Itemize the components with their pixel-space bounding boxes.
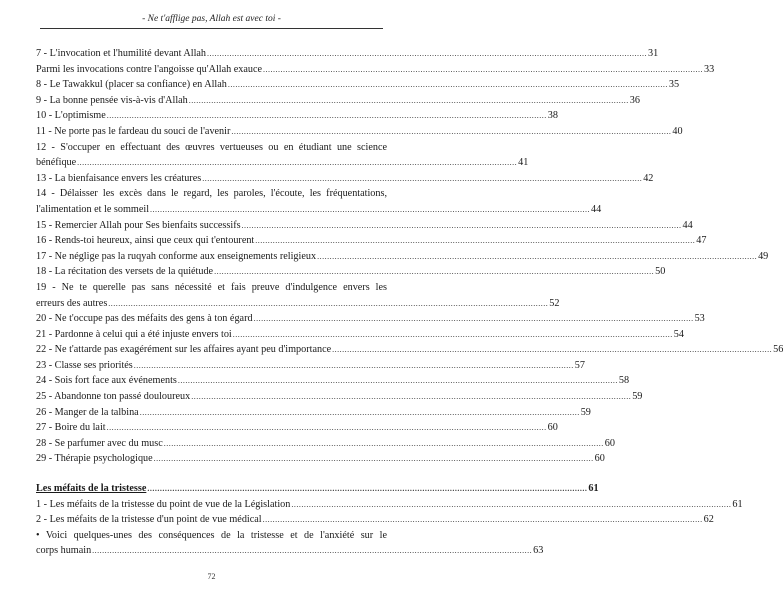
toc-entry[interactable]	[36, 264, 666, 280]
toc-entry-page: 59	[580, 406, 591, 418]
page-number: 72	[207, 572, 216, 581]
toc-entry[interactable]	[36, 171, 654, 187]
toc-entry-title: corps humain	[36, 545, 92, 557]
toc-entry[interactable]	[36, 528, 544, 559]
toc-entry[interactable]	[36, 405, 591, 421]
toc-entry-page: 63	[533, 545, 544, 557]
toc-entry-title: 20 - Ne t'occupe pas des méfaits des gens à ton égard	[36, 313, 253, 325]
toc-entry-title-line1: 12 - S'occuper en effectuant des œuvres vertueuses ou en étudiant une science	[36, 141, 387, 153]
section-entries	[36, 497, 743, 559]
leader-dots	[254, 311, 694, 327]
table-of-contents	[36, 46, 783, 559]
toc-entry-page: 44	[591, 203, 602, 215]
running-header: - Ne t'afflige pas, Allah est avec toi -	[142, 14, 281, 24]
toc-entry-title: 28 - Se parfumer avec du musc	[36, 437, 163, 449]
toc-entry-page: 47	[696, 235, 707, 247]
toc-entry[interactable]	[36, 124, 683, 140]
leader-dots	[140, 405, 580, 421]
toc-entry[interactable]	[36, 77, 680, 93]
section-heading[interactable]	[36, 481, 599, 497]
toc-entry-page: 60	[594, 453, 605, 465]
leader-dots	[164, 436, 604, 452]
toc-entry-title: 22 - Ne t'attarde pas exagérément sur les affaires ayant peu d'importance	[36, 344, 332, 356]
leader-dots	[154, 451, 594, 467]
leader-dots	[191, 389, 631, 405]
toc-entry-page: 58	[618, 375, 630, 387]
toc-entry-page: 52	[549, 297, 560, 309]
toc-entry-title: Parmi les invocations contre l'angoisse qu'Allah exauce	[36, 63, 263, 75]
toc-entry-page: 38	[547, 110, 558, 122]
leader-dots	[107, 108, 547, 124]
toc-entry-title: 16 - Rends-toi heureux, ainsi que ceux qui t'entourent	[36, 235, 255, 247]
leader-dots	[242, 218, 682, 234]
leader-dots	[228, 77, 668, 93]
toc-entry-title: 24 - Sois fort face aux événements	[36, 375, 177, 387]
leader-dots	[189, 93, 629, 109]
toc-entry-title: 21 - Pardonne à celui qui a été injuste envers toi	[36, 328, 232, 340]
toc-entry-title: 26 - Manger de la talbina	[36, 406, 139, 418]
toc-entry-title: erreurs des autres	[36, 297, 108, 309]
toc-entry-page: 42	[643, 172, 654, 184]
toc-entry[interactable]	[36, 186, 602, 217]
leader-dots	[255, 233, 695, 249]
toc-entry-title: 8 - Le Tawakkul (placer sa confiance) en Allah	[36, 79, 227, 91]
toc-entry-page: 49	[758, 250, 769, 262]
toc-entry[interactable]	[36, 512, 714, 528]
leader-dots	[263, 62, 703, 78]
toc-entry-page: 54	[673, 328, 684, 340]
toc-entry-title: 11 - Ne porte pas le fardeau du souci de l'avenir	[36, 125, 231, 137]
toc-entry[interactable]	[36, 62, 715, 78]
leader-dots	[92, 543, 532, 559]
leader-dots	[263, 512, 703, 528]
leader-dots	[108, 296, 548, 312]
toc-entry-title: 23 - Classe ses priorités	[36, 359, 133, 371]
section-page: 61	[588, 483, 599, 495]
toc-entry[interactable]	[36, 327, 684, 343]
toc-entry-page: 62	[703, 514, 714, 526]
toc-entry[interactable]	[36, 373, 630, 389]
toc-entry[interactable]	[36, 342, 783, 358]
toc-entry-title: 1 - Les méfaits de la tristesse du point de vue de la Législation	[36, 498, 291, 510]
leader-dots	[107, 420, 547, 436]
toc-entry-page: 59	[632, 391, 643, 403]
toc-entry-page: 60	[604, 437, 615, 449]
leader-dots	[214, 264, 654, 280]
toc-entry-title-line1: • Voici quelques-unes des conséquences de la tristesse et de l'anxiété sur le	[36, 529, 387, 541]
toc-entry[interactable]	[36, 280, 560, 311]
toc-entry-title-line1: 19 - Ne te querelle pas sans nécessité et fais preuve d'indulgence envers les	[36, 281, 387, 293]
leader-dots	[233, 327, 673, 343]
toc-entry[interactable]	[36, 46, 659, 62]
leader-dots	[317, 249, 757, 265]
toc-entry[interactable]	[36, 311, 705, 327]
toc-entry[interactable]	[36, 93, 640, 109]
toc-entry-page: 44	[682, 219, 693, 231]
toc-entry[interactable]	[36, 140, 529, 171]
leader-dots	[150, 202, 590, 218]
toc-entry[interactable]	[36, 389, 643, 405]
toc-entry-title: 17 - Ne néglige pas la ruqyah conforme aux enseignements religieux	[36, 250, 317, 262]
toc-entry-title: bénéfique	[36, 157, 77, 169]
toc-entry-title: 7 - L'invocation et l'humilité devant Allah	[36, 48, 207, 59]
toc-entry-page: 57	[574, 359, 585, 371]
toc-entry-page: 33	[704, 63, 715, 75]
toc-entry-title: 27 - Boire du lait	[36, 422, 106, 434]
toc-entry-page: 61	[732, 498, 743, 510]
toc-entry-page: 40	[672, 125, 683, 137]
toc-entry[interactable]	[36, 451, 605, 467]
toc-entry-title: l'alimentation et le sommeil	[36, 203, 150, 215]
leader-dots	[147, 481, 587, 497]
leader-dots	[178, 373, 618, 389]
toc-entry-title: 15 - Remercier Allah pour Ses bienfaits successifs	[36, 219, 241, 231]
toc-entry-page: 36	[629, 94, 640, 106]
toc-entry-title: 25 - Abandonne ton passé douloureux	[36, 391, 191, 403]
leader-dots	[207, 46, 647, 62]
leader-dots	[134, 358, 574, 374]
leader-dots	[332, 342, 772, 358]
section-title: Les méfaits de la tristesse	[36, 483, 147, 495]
toc-entries	[36, 46, 783, 467]
toc-entry[interactable]	[36, 233, 707, 249]
toc-entry[interactable]	[36, 497, 743, 513]
toc-entry[interactable]	[36, 420, 558, 436]
toc-entry-page: 50	[655, 266, 666, 278]
toc-entry-title: 10 - L'optimisme	[36, 110, 106, 122]
toc-entry-page: 60	[547, 422, 558, 434]
toc-entry-title: 18 - La récitation des versets de la quiétude	[36, 266, 214, 278]
toc-entry-page: 56	[773, 344, 783, 356]
header-rule	[40, 28, 383, 29]
leader-dots	[202, 171, 642, 187]
toc-entry[interactable]	[36, 218, 693, 234]
toc-entry-title: 2 - Les méfaits de la tristesse d'un point de vue médical	[36, 514, 262, 526]
toc-entry-page: 35	[668, 79, 680, 91]
leader-dots	[231, 124, 671, 140]
toc-entry-page: 31	[648, 48, 659, 59]
toc-entry[interactable]	[36, 249, 769, 265]
toc-entry-title: 29 - Thérapie psychologique	[36, 453, 153, 465]
toc-entry-title: 13 - La bienfaisance envers les créatures	[36, 172, 202, 184]
toc-entry[interactable]	[36, 358, 585, 374]
toc-entry-title: 9 - La bonne pensée vis-à-vis d'Allah	[36, 94, 188, 106]
toc-entry[interactable]	[36, 108, 558, 124]
toc-entry-page: 41	[518, 157, 529, 169]
leader-dots	[291, 497, 731, 513]
toc-entry-page: 53	[694, 313, 705, 325]
leader-dots	[77, 155, 517, 171]
toc-entry-title-line1: 14 - Délaisser les excès dans le regard, les paroles, l'écoute, les fréquentations,	[36, 188, 387, 200]
toc-entry[interactable]	[36, 436, 615, 452]
